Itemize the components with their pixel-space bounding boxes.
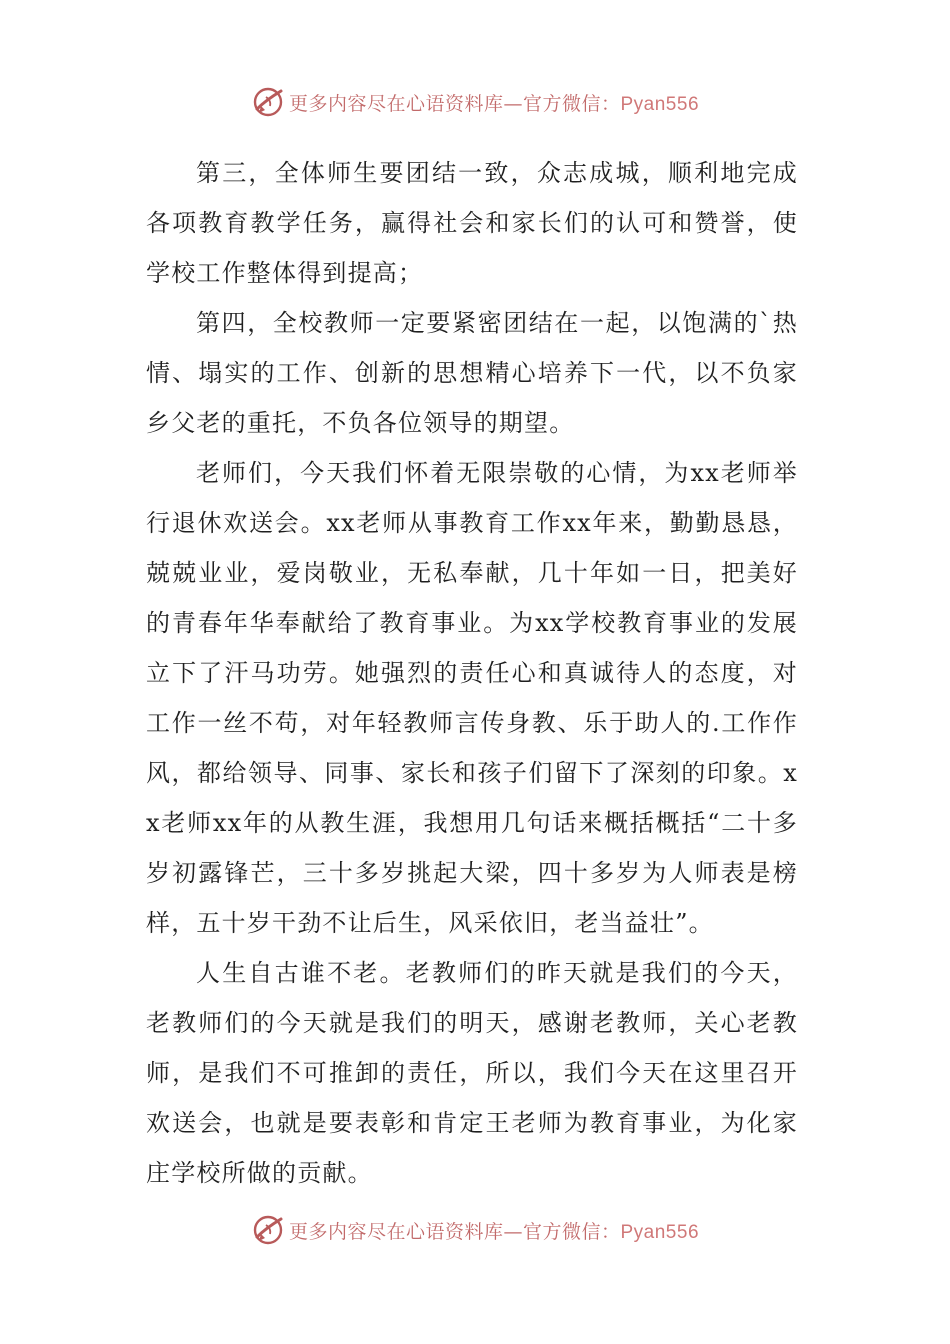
watermark-label: 更多内容尽在心语资料库—官方微信： bbox=[288, 92, 621, 115]
watermark-wechat-id: Pyan556 bbox=[620, 93, 700, 115]
footer-watermark bbox=[0, 1210, 950, 1250]
paragraph: 第四，全校教师一定要紧密团结在一起，以饱满的`热情、塌实的工作、创新的思想精心培养下一代，以不负家乡父老的重托，不负各位领导的期望。 bbox=[146, 309, 798, 437]
paragraph: 第三，全体师生要团结一致，众志成城，顺利地完成各项教育教学任务，赢得社会和家长们的认可和赞誉，使学校工作整体得到提高； bbox=[146, 159, 798, 287]
watermark-text bbox=[289, 1217, 699, 1244]
pen-logo-icon bbox=[251, 85, 285, 119]
watermark-text bbox=[289, 89, 699, 116]
watermark-label: 更多内容尽在心语资料库—官方微信： bbox=[288, 1220, 621, 1243]
paragraph: 老师们，今天我们怀着无限崇敬的心情，为xx老师举行退休欢送会。xx老师从事教育工作xx年来，勤勤恳恳，兢兢业业，爱岗敬业，无私奉献，几十年如一日，把美好的青春年华奉献给了教育事业。为xx学校教育事业的发展立下了汗马功劳。她强烈的责任心和真诚待人的态度，对工作一丝不苟，对年轻教师言传身教、乐于助人的.工作作风，都给领导、同事、家长和孩子们留下了深刻的印象。xx老师xx年的从教生涯，我想用几句话来概括概括“二十多岁初露锋芒，三十多岁挑起大梁，四十多岁为人师表是榜样，五十岁干劲不让后生，风采依旧，老当益壮”。 bbox=[146, 459, 798, 937]
watermark-wechat-id: Pyan556 bbox=[620, 1221, 700, 1243]
pen-logo-icon bbox=[251, 1213, 285, 1247]
document-body bbox=[146, 148, 798, 1198]
header-watermark bbox=[0, 82, 950, 122]
paragraph: 人生自古谁不老。老教师们的昨天就是我们的今天，老教师们的今天就是我们的明天，感谢老教师，关心老教师，是我们不可推卸的责任，所以，我们今天在这里召开欢送会，也就是要表彰和肯定王老师为教育事业，为化家庄学校所做的贡献。 bbox=[146, 959, 798, 1187]
